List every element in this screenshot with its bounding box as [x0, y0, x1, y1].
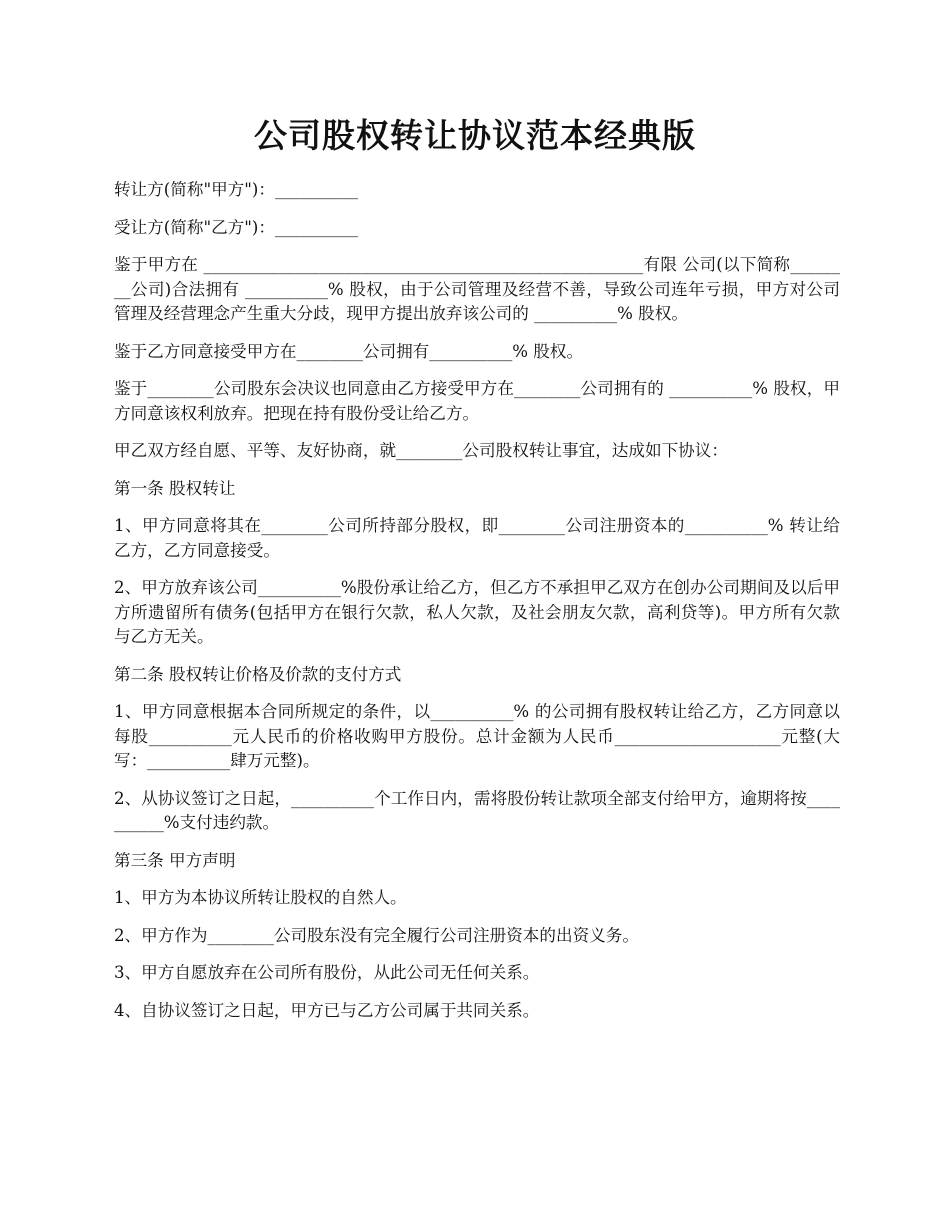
article-2-heading: 第二条 股权转让价格及价款的支付方式 [114, 664, 402, 684]
article-3-clause-2: 2、甲方作为________公司股东没有完全履行公司注册资本的出资义务。 [114, 925, 639, 945]
article-3-heading: 第三条 甲方声明 [114, 850, 236, 870]
article-2-clause-1: 1、甲方同意根据本合同所规定的条件，以__________% 的公司拥有股权转让给乙方，乙方同意以每股__________元人民币的价格收购甲方股份。总计金额为人民币____________________元整(大写：__________肆万元整)。 [114, 702, 840, 770]
article-1-clause-2: 2、甲方放弃该公司__________%股份承让给乙方，但乙方不承担甲乙双方在创办公司期间及以后甲方所遗留所有债务(包括甲方在银行欠款，私人欠款，及社会朋友欠款，高利贷等)。甲方所有欠款与乙方无关。 [114, 578, 840, 646]
paragraph-agreement-intro: 甲乙双方经自愿、平等、友好协商，就________公司股权转让事宜，达成如下协议： [114, 441, 728, 460]
document-title: 公司股权转让协议范本经典版 [254, 116, 696, 155]
article-3-clause-4: 4、自协议签订之日起，甲方已与乙方公司属于共同关系。 [114, 1000, 540, 1020]
paragraph-whereas-2: 鉴于乙方同意接受甲方在________公司拥有__________% 股权。 [114, 341, 584, 361]
paragraph-transferor: 转让方(简称"甲方")：__________ [114, 180, 358, 199]
paragraph-transferee: 受让方(简称"乙方")：__________ [114, 217, 358, 237]
article-2-clause-2: 2、从协议签订之日起，__________个工作日内，需将股份转让款项全部支付给甲方，逾期将按__________%支付违约款。 [114, 788, 840, 832]
article-3-clause-3: 3、甲方自愿放弃在公司所有股份，从此公司无任何关系。 [114, 963, 540, 982]
article-3-clause-1: 1、甲方为本协议所转让股权的自然人。 [114, 888, 407, 907]
paragraph-whereas-3: 鉴于________公司股东会决议也同意由乙方接受甲方在________公司拥有的 __________% 股权，甲方同意该权利放弃。把现在持有股份受让给乙方。 [114, 379, 840, 423]
article-1-heading: 第一条 股权转让 [114, 478, 236, 498]
paragraph-whereas-1: 鉴于甲方在 _____________________________________________________有限 公司(以下简称________公司)合法拥有 __________% 股权，由于公司管理及经营不善，导致公司连年亏损，甲方对公司管理及经营理念产生重大分歧，现甲方提出放弃该公司的 __________% 股权。 [114, 255, 840, 323]
document-body [114, 178, 840, 1036]
article-1-clause-1: 1、甲方同意将其在________公司所持部分股权，即________公司注册资本的__________% 转让给乙方，乙方同意接受。 [114, 516, 840, 560]
